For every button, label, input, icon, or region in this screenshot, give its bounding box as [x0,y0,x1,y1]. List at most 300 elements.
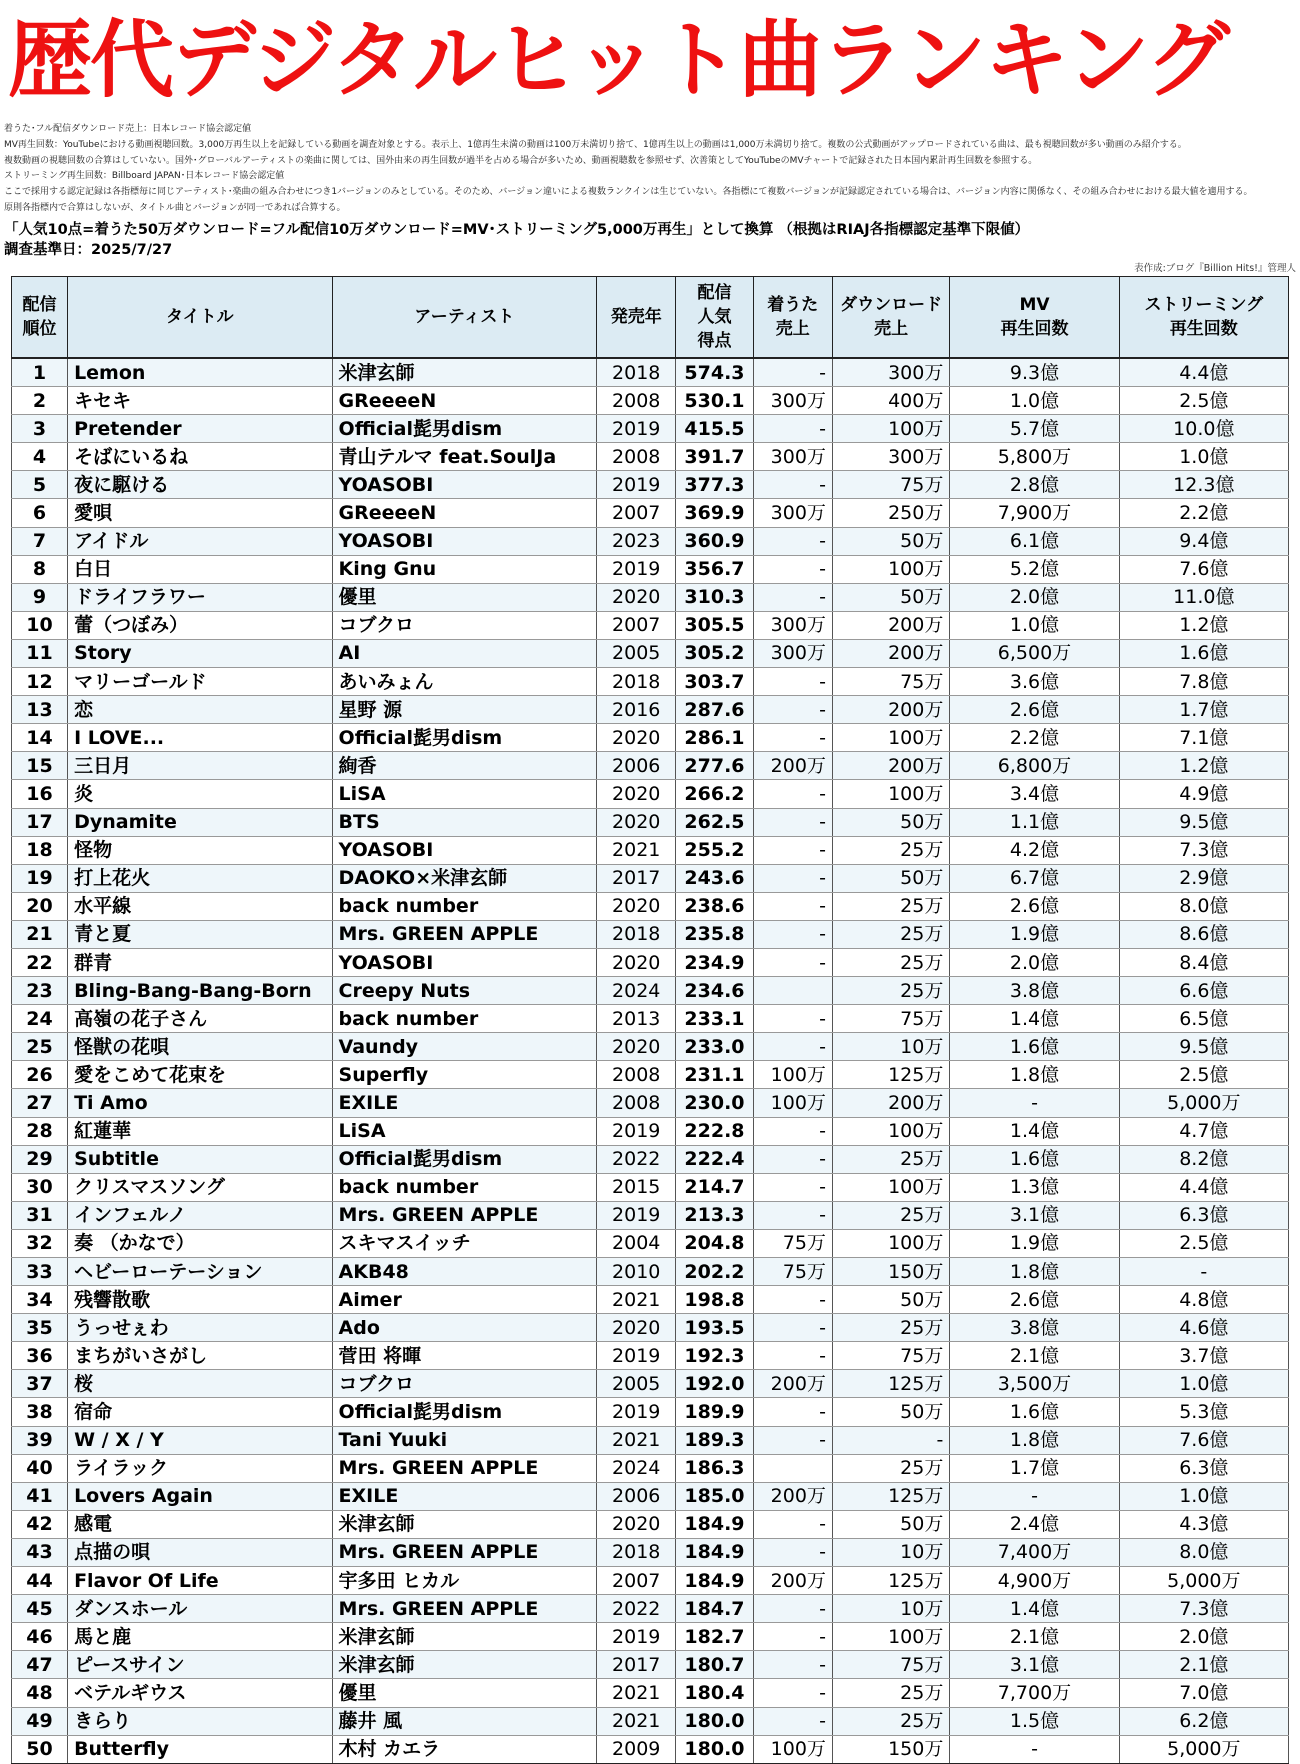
year-cell: 2020 [597,948,676,976]
download-sales-cell: 25万 [832,920,949,948]
title-cell: ドライフラワー [68,583,332,611]
points-cell: 360.9 [676,527,753,555]
artist-cell: 米津玄師 [332,1651,596,1679]
download-sales-cell: 125万 [832,1370,949,1398]
artist-cell: あいみょん [332,668,596,696]
mv-views-cell: 6,500万 [950,639,1119,667]
year-cell: 2007 [597,611,676,639]
artist-cell: 米津玄師 [332,358,596,387]
points-cell: 180.0 [676,1707,753,1735]
ringtone-sales-cell: - [753,415,832,443]
download-sales-cell: 50万 [832,1510,949,1538]
artist-cell: 米津玄師 [332,1623,596,1651]
title-cell: 夜に駆ける [68,471,332,499]
year-cell: 2004 [597,1229,676,1257]
mv-views-cell: 1.6億 [950,1398,1119,1426]
rank-cell: 39 [12,1426,68,1454]
title-cell: 炎 [68,780,332,808]
streaming-plays-cell: 5.3億 [1119,1398,1288,1426]
download-sales-cell: 25万 [832,977,949,1005]
streaming-plays-cell: 6.3億 [1119,1201,1288,1229]
download-sales-cell: 50万 [832,1286,949,1314]
rank-cell: 28 [12,1117,68,1145]
mv-views-cell: 1.8億 [950,1258,1119,1286]
year-cell: 2020 [597,892,676,920]
streaming-plays-cell: 4.4億 [1119,358,1288,387]
points-cell: 184.9 [676,1538,753,1566]
points-cell: 204.8 [676,1229,753,1257]
points-cell: 255.2 [676,836,753,864]
artist-cell: 絢香 [332,752,596,780]
streaming-plays-cell: 7.3億 [1119,836,1288,864]
streaming-plays-cell: 2.5億 [1119,387,1288,415]
title-cell: Subtitle [68,1145,332,1173]
streaming-plays-cell: 2.2億 [1119,499,1288,527]
artist-cell: DAOKO×米津玄師 [332,864,596,892]
note-line: 原則各指標内で合算はしないが、タイトル曲とバージョンが同一であれば合算する。 [4,202,346,213]
mv-views-cell: 2.0億 [950,583,1119,611]
download-sales-cell: 200万 [832,1089,949,1117]
artist-cell: Superfly [332,1061,596,1089]
points-cell: 277.6 [676,752,753,780]
download-sales-cell: 100万 [832,1117,949,1145]
artist-cell: Mrs. GREEN APPLE [332,1595,596,1623]
ringtone-sales-cell: 300万 [753,639,832,667]
ringtone-sales-cell: - [753,668,832,696]
year-cell: 2019 [597,1623,676,1651]
table-row [12,1061,1289,1089]
ringtone-sales-cell: - [753,1145,832,1173]
rank-cell: 4 [12,443,68,471]
ringtone-sales-cell: - [753,920,832,948]
points-cell: 310.3 [676,583,753,611]
ringtone-sales-cell: - [753,1426,832,1454]
mv-views-cell: 1.5億 [950,1707,1119,1735]
mv-views-cell: 4,900万 [950,1567,1119,1595]
download-sales-cell: 75万 [832,1342,949,1370]
streaming-plays-cell: 4.7億 [1119,1117,1288,1145]
download-sales-cell: 10万 [832,1538,949,1566]
download-sales-cell: 10万 [832,1033,949,1061]
rank-cell: 50 [12,1735,68,1763]
table-row [12,752,1289,780]
title-cell: Bling-Bang-Bang-Born [68,977,332,1005]
streaming-plays-cell: 6.2億 [1119,1707,1288,1735]
rank-cell: 49 [12,1707,68,1735]
title-cell: ベテルギウス [68,1679,332,1707]
title-cell: まちがいさがし [68,1342,332,1370]
ringtone-sales-cell: 100万 [753,1735,832,1763]
rank-cell: 8 [12,555,68,583]
artist-cell: スキマスイッチ [332,1229,596,1257]
points-cell: 198.8 [676,1286,753,1314]
rank-cell: 40 [12,1454,68,1482]
conversion-formula: 「人気10点=着うた50万ダウンロード=フル配信10万ダウンロード=MV･ストリーミング5,000万再生」として換算 （根拠はRIAJ各指標認定基準下限値） [4,222,1030,238]
points-cell: 184.9 [676,1567,753,1595]
title-cell: 打上花火 [68,864,332,892]
mv-views-cell: 1.4億 [950,1005,1119,1033]
header-download-sales: ダウンロード 売上 [832,277,949,359]
download-sales-cell: 250万 [832,499,949,527]
table-credit: 表作成:ブログ『Billion Hits!』管理人 [1134,263,1296,274]
rank-cell: 18 [12,836,68,864]
mv-views-cell: 2.1億 [950,1342,1119,1370]
rank-cell: 13 [12,696,68,724]
points-cell: 262.5 [676,808,753,836]
title-cell: 水平線 [68,892,332,920]
header-mv-views: MV 再生回数 [950,277,1119,359]
ringtone-sales-cell: - [753,724,832,752]
mv-views-cell: 6.1億 [950,527,1119,555]
table-row [12,724,1289,752]
download-sales-cell: 100万 [832,415,949,443]
ringtone-sales-cell: - [753,1314,832,1342]
year-cell: 2019 [597,471,676,499]
download-sales-cell: 100万 [832,1173,949,1201]
points-cell: 287.6 [676,696,753,724]
year-cell: 2019 [597,1201,676,1229]
ringtone-sales-cell: - [753,1173,832,1201]
download-sales-cell: 200万 [832,696,949,724]
ringtone-sales-cell: - [753,1201,832,1229]
table-row [12,977,1289,1005]
mv-views-cell: 5,800万 [950,443,1119,471]
ringtone-sales-cell: 200万 [753,752,832,780]
rank-cell: 34 [12,1286,68,1314]
title-cell: 桜 [68,1370,332,1398]
artist-cell: GReeeeN [332,387,596,415]
rank-cell: 38 [12,1398,68,1426]
rank-cell: 20 [12,892,68,920]
mv-views-cell: 2.0億 [950,948,1119,976]
points-cell: 377.3 [676,471,753,499]
rank-cell: 3 [12,415,68,443]
ringtone-sales-cell: - [753,1342,832,1370]
artist-cell: Official髭男dism [332,415,596,443]
artist-cell: 藤井 風 [332,1707,596,1735]
points-cell: 202.2 [676,1258,753,1286]
title-cell: 点描の唄 [68,1538,332,1566]
rank-cell: 11 [12,639,68,667]
methodology-notes [4,122,1296,217]
rank-cell: 10 [12,611,68,639]
year-cell: 2021 [597,1426,676,1454]
year-cell: 2024 [597,977,676,1005]
streaming-plays-cell: 8.0億 [1119,892,1288,920]
mv-views-cell: 6,800万 [950,752,1119,780]
streaming-plays-cell: 7.1億 [1119,724,1288,752]
title-cell: ダンスホール [68,1595,332,1623]
ranking-table [11,276,1289,1764]
download-sales-cell: 75万 [832,471,949,499]
artist-cell: Ado [332,1314,596,1342]
title-cell: ピースサイン [68,1651,332,1679]
points-cell: 213.3 [676,1201,753,1229]
streaming-plays-cell: 8.6億 [1119,920,1288,948]
download-sales-cell: 100万 [832,1229,949,1257]
title-cell: 宿命 [68,1398,332,1426]
year-cell: 2005 [597,639,676,667]
download-sales-cell: 50万 [832,527,949,555]
streaming-plays-cell: 3.7億 [1119,1342,1288,1370]
year-cell: 2022 [597,1595,676,1623]
table-row [12,1538,1289,1566]
table-row [12,1117,1289,1145]
points-cell: 185.0 [676,1482,753,1510]
points-cell: 369.9 [676,499,753,527]
header-artist: アーティスト [332,277,596,359]
mv-views-cell: 1.6億 [950,1033,1119,1061]
mv-views-cell: 7,700万 [950,1679,1119,1707]
points-cell: 182.7 [676,1623,753,1651]
download-sales-cell: 400万 [832,387,949,415]
rank-cell: 23 [12,977,68,1005]
rank-cell: 24 [12,1005,68,1033]
table-row [12,443,1289,471]
table-row [12,555,1289,583]
download-sales-cell: 75万 [832,1651,949,1679]
ringtone-sales-cell: - [753,471,832,499]
download-sales-cell: 50万 [832,583,949,611]
ranking-body [12,358,1289,1763]
mv-views-cell: 1.8億 [950,1426,1119,1454]
rank-cell: 26 [12,1061,68,1089]
ringtone-sales-cell: - [753,808,832,836]
title-cell: 白日 [68,555,332,583]
year-cell: 2010 [597,1258,676,1286]
streaming-plays-cell: 2.0億 [1119,1623,1288,1651]
streaming-plays-cell: 5,000万 [1119,1567,1288,1595]
artist-cell: 菅田 将暉 [332,1342,596,1370]
mv-views-cell: 1.9億 [950,920,1119,948]
artist-cell: Aimer [332,1286,596,1314]
table-row [12,1567,1289,1595]
rank-cell: 2 [12,387,68,415]
table-row [12,1482,1289,1510]
download-sales-cell: 125万 [832,1567,949,1595]
ringtone-sales-cell: 200万 [753,1482,832,1510]
note-line: ここで採用する認定記録は各指標毎に同じアーティスト･楽曲の組み合わせにつき1バージョンのみとしている。そのため、バージョン違いによる複数ランクインは生じていない。各指標にて複数バージョンが記録認定されている場合は、バージョン内容に関係なく、その組み合わせにおける最大値を適用する。 [4,187,1253,198]
download-sales-cell: 125万 [832,1061,949,1089]
ringtone-sales-cell: - [753,1679,832,1707]
table-row [12,1651,1289,1679]
ringtone-sales-cell: - [753,1651,832,1679]
artist-cell: back number [332,1173,596,1201]
ringtone-sales-cell: 100万 [753,1061,832,1089]
rank-cell: 25 [12,1033,68,1061]
mv-views-cell: 5.7億 [950,415,1119,443]
title-cell: Story [68,639,332,667]
artist-cell: 木村 カエラ [332,1735,596,1763]
streaming-plays-cell: 8.2億 [1119,1145,1288,1173]
streaming-plays-cell: 2.5億 [1119,1229,1288,1257]
points-cell: 180.7 [676,1651,753,1679]
streaming-plays-cell: 7.3億 [1119,1595,1288,1623]
mv-views-cell: 1.3億 [950,1173,1119,1201]
title-cell: 感電 [68,1510,332,1538]
download-sales-cell: 125万 [832,1482,949,1510]
download-sales-cell: 25万 [832,1679,949,1707]
ringtone-sales-cell: 300万 [753,499,832,527]
rank-cell: 7 [12,527,68,555]
table-row [12,1005,1289,1033]
download-sales-cell: 75万 [832,1005,949,1033]
rank-cell: 19 [12,864,68,892]
streaming-plays-cell: 10.0億 [1119,415,1288,443]
points-cell: 184.9 [676,1510,753,1538]
rank-cell: 47 [12,1651,68,1679]
artist-cell: EXILE [332,1089,596,1117]
streaming-plays-cell: 6.6億 [1119,977,1288,1005]
artist-cell: King Gnu [332,555,596,583]
streaming-plays-cell: 2.5億 [1119,1061,1288,1089]
artist-cell: YOASOBI [332,948,596,976]
streaming-plays-cell: 4.4億 [1119,1173,1288,1201]
rank-cell: 48 [12,1679,68,1707]
mv-views-cell: - [950,1735,1119,1763]
ringtone-sales-cell: 300万 [753,611,832,639]
artist-cell: BTS [332,808,596,836]
mv-views-cell: 3.6億 [950,668,1119,696]
title-cell: Butterfly [68,1735,332,1763]
streaming-plays-cell: 6.5億 [1119,1005,1288,1033]
mv-views-cell: 1.6億 [950,1145,1119,1173]
artist-cell: Mrs. GREEN APPLE [332,1454,596,1482]
download-sales-cell: 100万 [832,1623,949,1651]
rank-cell: 6 [12,499,68,527]
streaming-plays-cell: 8.4億 [1119,948,1288,976]
year-cell: 2021 [597,1679,676,1707]
page-title: 歴代デジタルヒット曲ランキング [8,11,1228,109]
artist-cell: LiSA [332,1117,596,1145]
title-cell: ヘビーローテーション [68,1258,332,1286]
streaming-plays-cell: 9.5億 [1119,808,1288,836]
streaming-plays-cell: 9.4億 [1119,527,1288,555]
download-sales-cell: 100万 [832,780,949,808]
points-cell: 222.4 [676,1145,753,1173]
title-cell: キセキ [68,387,332,415]
streaming-plays-cell: 12.3億 [1119,471,1288,499]
table-row [12,1735,1289,1763]
year-cell: 2008 [597,1089,676,1117]
points-cell: 234.9 [676,948,753,976]
rank-cell: 1 [12,358,68,387]
title-cell: 高嶺の花子さん [68,1005,332,1033]
streaming-plays-cell: 7.6億 [1119,1426,1288,1454]
table-header-row [12,277,1289,359]
ringtone-sales-cell [753,977,832,1005]
ringtone-sales-cell: - [753,555,832,583]
year-cell: 2008 [597,443,676,471]
points-cell: 238.6 [676,892,753,920]
mv-views-cell: 1.9億 [950,1229,1119,1257]
streaming-plays-cell: 7.8億 [1119,668,1288,696]
ringtone-sales-cell: - [753,836,832,864]
download-sales-cell: 25万 [832,948,949,976]
header-points: 配信 人気 得点 [676,277,753,359]
year-cell: 2024 [597,1454,676,1482]
title-cell: W / X / Y [68,1426,332,1454]
mv-views-cell: 3.8億 [950,1314,1119,1342]
download-sales-cell: 100万 [832,555,949,583]
title-cell: 蕾（つぼみ） [68,611,332,639]
table-row [12,358,1289,387]
year-cell: 2018 [597,358,676,387]
ringtone-sales-cell: - [753,1510,832,1538]
mv-views-cell: 3.1億 [950,1201,1119,1229]
mv-views-cell: 1.7億 [950,1454,1119,1482]
title-cell: 青と夏 [68,920,332,948]
points-cell: 180.0 [676,1735,753,1763]
points-cell: 235.8 [676,920,753,948]
artist-cell: 米津玄師 [332,1510,596,1538]
year-cell: 2016 [597,696,676,724]
artist-cell: Official髭男dism [332,1145,596,1173]
streaming-plays-cell: 5,000万 [1119,1089,1288,1117]
download-sales-cell: 10万 [832,1595,949,1623]
download-sales-cell: 25万 [832,1314,949,1342]
streaming-plays-cell: 1.2億 [1119,611,1288,639]
mv-views-cell: 3.1億 [950,1651,1119,1679]
streaming-plays-cell: 11.0億 [1119,583,1288,611]
year-cell: 2020 [597,724,676,752]
rank-cell: 46 [12,1623,68,1651]
mv-views-cell: 2.8億 [950,471,1119,499]
ringtone-sales-cell: - [753,892,832,920]
year-cell: 2019 [597,1342,676,1370]
year-cell: 2013 [597,1005,676,1033]
download-sales-cell: - [832,1426,949,1454]
year-cell: 2009 [597,1735,676,1763]
artist-cell: 優里 [332,1679,596,1707]
points-cell: 303.7 [676,668,753,696]
mv-views-cell: - [950,1089,1119,1117]
mv-views-cell: 1.4億 [950,1117,1119,1145]
ringtone-sales-cell: 100万 [753,1089,832,1117]
header-streaming-plays: ストリーミング 再生回数 [1119,277,1288,359]
rank-cell: 43 [12,1538,68,1566]
streaming-plays-cell: 1.0億 [1119,1370,1288,1398]
ringtone-sales-cell: - [753,1595,832,1623]
streaming-plays-cell: 2.9億 [1119,864,1288,892]
table-row [12,1201,1289,1229]
year-cell: 2020 [597,583,676,611]
year-cell: 2018 [597,920,676,948]
mv-views-cell: 2.6億 [950,1286,1119,1314]
table-row [12,471,1289,499]
year-cell: 2023 [597,527,676,555]
download-sales-cell: 50万 [832,1398,949,1426]
rank-cell: 15 [12,752,68,780]
ringtone-sales-cell: - [753,527,832,555]
table-row [12,1454,1289,1482]
artist-cell: Vaundy [332,1033,596,1061]
table-row [12,1229,1289,1257]
artist-cell: AKB48 [332,1258,596,1286]
table-row [12,611,1289,639]
points-cell: 415.5 [676,415,753,443]
download-sales-cell: 25万 [832,1454,949,1482]
points-cell: 356.7 [676,555,753,583]
year-cell: 2020 [597,1314,676,1342]
points-cell: 391.7 [676,443,753,471]
points-cell: 286.1 [676,724,753,752]
artist-cell: Mrs. GREEN APPLE [332,920,596,948]
year-cell: 2018 [597,1538,676,1566]
artist-cell: コブクロ [332,1370,596,1398]
streaming-plays-cell: 4.9億 [1119,780,1288,808]
download-sales-cell: 25万 [832,892,949,920]
